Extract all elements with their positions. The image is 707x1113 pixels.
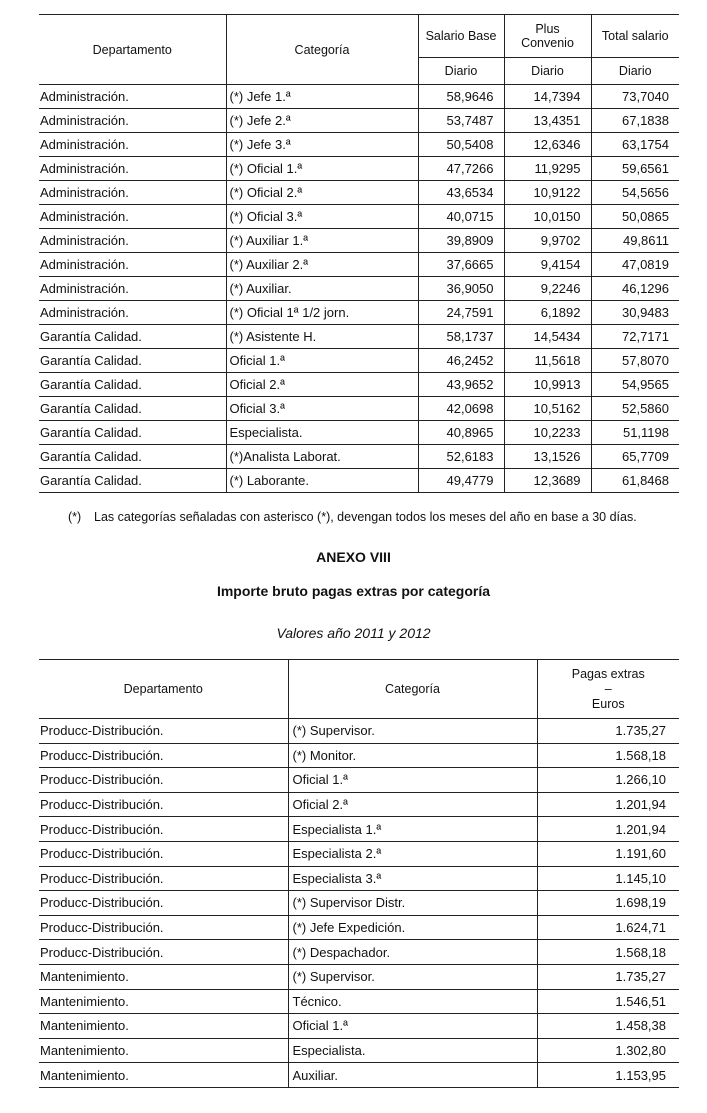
department-cell: Garantía Calidad.: [39, 421, 226, 445]
base-salary-cell: 58,1737: [418, 325, 504, 349]
header-category: Categoría: [226, 15, 418, 85]
category-cell: Oficial 3.ª: [226, 397, 418, 421]
category-cell: Oficial 1.ª: [226, 349, 418, 373]
table-row: [39, 469, 679, 493]
table-row: [39, 768, 679, 793]
department-cell: Garantía Calidad.: [39, 373, 226, 397]
plus-convenio-cell: 10,0150: [504, 205, 591, 229]
amount-cell: 1.735,27: [537, 964, 679, 989]
header-department: Departamento: [39, 15, 226, 85]
department-cell: Producc-Distribución.: [39, 768, 288, 793]
table-row: [39, 891, 679, 916]
table-row: [39, 181, 679, 205]
plus-convenio-cell: 14,5434: [504, 325, 591, 349]
plus-convenio-cell: 13,4351: [504, 109, 591, 133]
total-salary-cell: 52,5860: [591, 397, 679, 421]
plus-convenio-cell: 10,5162: [504, 397, 591, 421]
category-cell: Especialista 1.ª: [288, 817, 537, 842]
header-total-salary: Total salario: [591, 15, 679, 58]
total-salary-cell: 50,0865: [591, 205, 679, 229]
department-cell: Mantenimiento.: [39, 964, 288, 989]
amount-cell: 1.302,80: [537, 1038, 679, 1063]
category-cell: (*) Oficial 1ª 1/2 jorn.: [226, 301, 418, 325]
header-plus-convenio: [504, 15, 591, 58]
base-salary-cell: 39,8909: [418, 229, 504, 253]
header-unit-plus: Diario: [504, 58, 591, 85]
category-cell: (*) Supervisor Distr.: [288, 891, 537, 916]
amount-cell: 1.735,27: [537, 719, 679, 744]
department-cell: Administración.: [39, 301, 226, 325]
base-salary-cell: 24,7591: [418, 301, 504, 325]
footnote-mark: (*): [68, 510, 82, 524]
base-salary-cell: 43,9652: [418, 373, 504, 397]
category-cell: (*) Asistente H.: [226, 325, 418, 349]
category-cell: (*)Analista Laborat.: [226, 445, 418, 469]
table-row: [39, 1014, 679, 1039]
base-salary-cell: 40,0715: [418, 205, 504, 229]
footnote: [68, 510, 637, 524]
amount-cell: 1.191,60: [537, 841, 679, 866]
base-salary-cell: 58,9646: [418, 85, 504, 109]
category-cell: Especialista 2.ª: [288, 841, 537, 866]
department-cell: Producc-Distribución.: [39, 841, 288, 866]
header-plus-line2: Convenio: [521, 36, 574, 50]
category-cell: (*) Auxiliar.: [226, 277, 418, 301]
plus-convenio-cell: 10,9122: [504, 181, 591, 205]
department-cell: Producc-Distribución.: [39, 792, 288, 817]
department-cell: Administración.: [39, 253, 226, 277]
amount-cell: 1.201,94: [537, 792, 679, 817]
amount-cell: 1.546,51: [537, 989, 679, 1014]
total-salary-cell: 63,1754: [591, 133, 679, 157]
table-row: [39, 109, 679, 133]
category-cell: (*) Oficial 2.ª: [226, 181, 418, 205]
plus-convenio-cell: 12,3689: [504, 469, 591, 493]
table-row: [39, 85, 679, 109]
department-cell: Garantía Calidad.: [39, 445, 226, 469]
table-row: [39, 373, 679, 397]
table-row: [39, 133, 679, 157]
total-salary-cell: 67,1838: [591, 109, 679, 133]
base-salary-cell: 52,6183: [418, 445, 504, 469]
footnote-text: Las categorías señaladas con asterisco (*), devengan todos los meses del año en base a 30 días.: [94, 510, 637, 524]
base-salary-cell: 47,7266: [418, 157, 504, 181]
plus-convenio-cell: 11,9295: [504, 157, 591, 181]
total-salary-cell: 51,1198: [591, 421, 679, 445]
annex-title: ANEXO VIII: [316, 549, 391, 565]
extras-header-amount-line1: Pagas extras: [571, 666, 645, 681]
extras-header-amount-line3: Euros: [591, 696, 625, 711]
table-row: [39, 349, 679, 373]
category-cell: (*) Jefe 1.ª: [226, 85, 418, 109]
department-cell: Administración.: [39, 277, 226, 301]
table-row: [39, 301, 679, 325]
category-cell: Técnico.: [288, 989, 537, 1014]
category-cell: Especialista 3.ª: [288, 866, 537, 891]
total-salary-cell: 65,7709: [591, 445, 679, 469]
base-salary-cell: 42,0698: [418, 397, 504, 421]
category-cell: (*) Jefe 3.ª: [226, 133, 418, 157]
category-cell: (*) Oficial 1.ª: [226, 157, 418, 181]
salary-table-body: [39, 85, 679, 493]
base-salary-cell: 53,7487: [418, 109, 504, 133]
total-salary-cell: 46,1296: [591, 277, 679, 301]
category-cell: (*) Despachador.: [288, 940, 537, 965]
amount-cell: 1.153,95: [537, 1063, 679, 1088]
table-row: [39, 253, 679, 277]
table-row: [39, 915, 679, 940]
table-row: [39, 229, 679, 253]
amount-cell: 1.201,94: [537, 817, 679, 842]
category-cell: Auxiliar.: [288, 1063, 537, 1088]
plus-convenio-cell: 12,6346: [504, 133, 591, 157]
department-cell: Mantenimiento.: [39, 1063, 288, 1088]
category-cell: (*) Laborante.: [226, 469, 418, 493]
salary-table: [39, 14, 679, 493]
plus-convenio-cell: 11,5618: [504, 349, 591, 373]
department-cell: Producc-Distribución.: [39, 866, 288, 891]
base-salary-cell: 36,9050: [418, 277, 504, 301]
category-cell: (*) Monitor.: [288, 743, 537, 768]
category-cell: (*) Auxiliar 2.ª: [226, 253, 418, 277]
department-cell: Administración.: [39, 133, 226, 157]
base-salary-cell: 37,6665: [418, 253, 504, 277]
base-salary-cell: 46,2452: [418, 349, 504, 373]
total-salary-cell: 30,9483: [591, 301, 679, 325]
header-unit-total: Diario: [591, 58, 679, 85]
table-row: [39, 205, 679, 229]
table-row: [39, 1038, 679, 1063]
department-cell: Mantenimiento.: [39, 1038, 288, 1063]
base-salary-cell: 40,8965: [418, 421, 504, 445]
table-row: [39, 989, 679, 1014]
category-cell: Oficial 2.ª: [226, 373, 418, 397]
table-row: [39, 792, 679, 817]
table-row: [39, 277, 679, 301]
plus-convenio-cell: 10,9913: [504, 373, 591, 397]
department-cell: Administración.: [39, 109, 226, 133]
table-row: [39, 817, 679, 842]
table-row: [39, 421, 679, 445]
table-row: [39, 940, 679, 965]
annex-years: Valores año 2011 y 2012: [276, 625, 431, 641]
category-cell: (*) Oficial 3.ª: [226, 205, 418, 229]
base-salary-cell: 50,5408: [418, 133, 504, 157]
table-row: [39, 719, 679, 744]
amount-cell: 1.266,10: [537, 768, 679, 793]
plus-convenio-cell: 9,4154: [504, 253, 591, 277]
department-cell: Administración.: [39, 157, 226, 181]
amount-cell: 1.458,38: [537, 1014, 679, 1039]
plus-convenio-cell: 14,7394: [504, 85, 591, 109]
total-salary-cell: 59,6561: [591, 157, 679, 181]
table-row: [39, 157, 679, 181]
total-salary-cell: 54,9565: [591, 373, 679, 397]
department-cell: Garantía Calidad.: [39, 469, 226, 493]
total-salary-cell: 54,5656: [591, 181, 679, 205]
table-row: [39, 841, 679, 866]
department-cell: Producc-Distribución.: [39, 940, 288, 965]
total-salary-cell: 57,8070: [591, 349, 679, 373]
department-cell: Garantía Calidad.: [39, 349, 226, 373]
plus-convenio-cell: 9,2246: [504, 277, 591, 301]
department-cell: Administración.: [39, 181, 226, 205]
table-row: [39, 866, 679, 891]
department-cell: Producc-Distribución.: [39, 817, 288, 842]
department-cell: Garantía Calidad.: [39, 397, 226, 421]
category-cell: (*) Jefe Expedición.: [288, 915, 537, 940]
category-cell: Especialista.: [288, 1038, 537, 1063]
amount-cell: 1.568,18: [537, 940, 679, 965]
category-cell: Especialista.: [226, 421, 418, 445]
total-salary-cell: 47,0819: [591, 253, 679, 277]
plus-convenio-cell: 9,9702: [504, 229, 591, 253]
table-row: [39, 1063, 679, 1088]
header-plus-line1: Plus: [535, 22, 560, 36]
base-salary-cell: 43,6534: [418, 181, 504, 205]
total-salary-cell: 73,7040: [591, 85, 679, 109]
extras-header-amount: [537, 660, 679, 719]
category-cell: (*) Supervisor.: [288, 719, 537, 744]
plus-convenio-cell: 13,1526: [504, 445, 591, 469]
department-cell: Mantenimiento.: [39, 1014, 288, 1039]
category-cell: (*) Auxiliar 1.ª: [226, 229, 418, 253]
extras-header-amount-line2: –: [604, 681, 612, 696]
amount-cell: 1.698,19: [537, 891, 679, 916]
department-cell: Producc-Distribución.: [39, 891, 288, 916]
table-row: [39, 397, 679, 421]
category-cell: (*) Supervisor.: [288, 964, 537, 989]
category-cell: (*) Jefe 2.ª: [226, 109, 418, 133]
table-row: [39, 743, 679, 768]
department-cell: Administración.: [39, 229, 226, 253]
extras-table: [39, 659, 679, 1088]
total-salary-cell: 49,8611: [591, 229, 679, 253]
department-cell: Producc-Distribución.: [39, 743, 288, 768]
extras-table-body: [39, 719, 679, 1088]
table-row: [39, 445, 679, 469]
extras-header-category: Categoría: [288, 660, 537, 719]
category-cell: Oficial 1.ª: [288, 1014, 537, 1039]
category-cell: Oficial 1.ª: [288, 768, 537, 793]
department-cell: Administración.: [39, 205, 226, 229]
department-cell: Garantía Calidad.: [39, 325, 226, 349]
amount-cell: 1.624,71: [537, 915, 679, 940]
department-cell: Producc-Distribución.: [39, 719, 288, 744]
header-unit-base: Diario: [418, 58, 504, 85]
table-row: [39, 325, 679, 349]
amount-cell: 1.568,18: [537, 743, 679, 768]
department-cell: Mantenimiento.: [39, 989, 288, 1014]
plus-convenio-cell: 6,1892: [504, 301, 591, 325]
header-base-salary: Salario Base: [418, 15, 504, 58]
base-salary-cell: 49,4779: [418, 469, 504, 493]
annex-subtitle: Importe bruto pagas extras por categoría: [216, 583, 491, 599]
department-cell: Producc-Distribución.: [39, 915, 288, 940]
total-salary-cell: 72,7171: [591, 325, 679, 349]
amount-cell: 1.145,10: [537, 866, 679, 891]
category-cell: Oficial 2.ª: [288, 792, 537, 817]
total-salary-cell: 61,8468: [591, 469, 679, 493]
department-cell: Administración.: [39, 85, 226, 109]
plus-convenio-cell: 10,2233: [504, 421, 591, 445]
extras-header-department: Departamento: [39, 660, 288, 719]
table-row: [39, 964, 679, 989]
